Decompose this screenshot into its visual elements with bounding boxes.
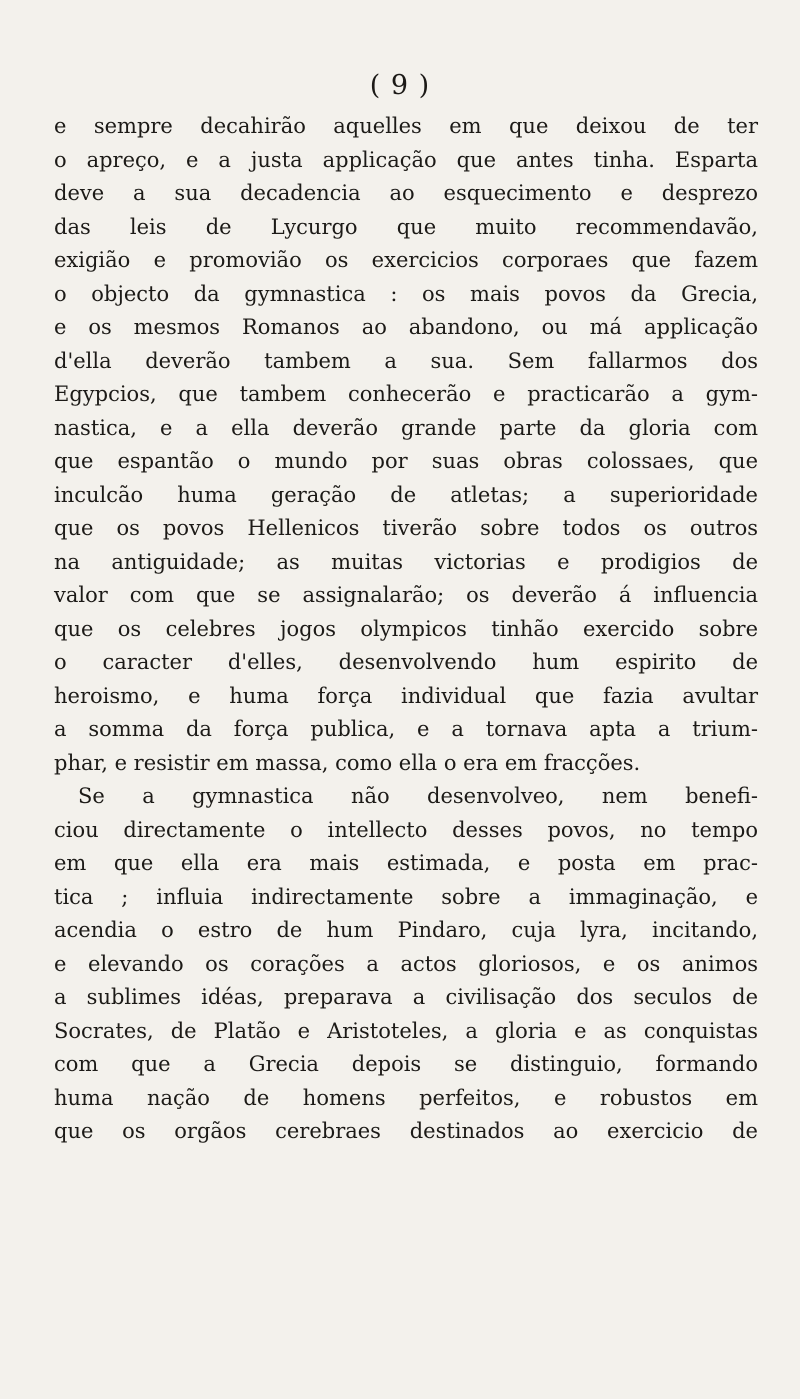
text-line: Socrates, de Platão e Aristoteles, a gloria e as conquistas [54, 1018, 758, 1043]
text-line: Se a gymnastica não desenvolveo, nem benefi- [78, 784, 758, 808]
text-line: a sublimes idéas, preparava a civilisação dos seculos de [54, 985, 758, 1009]
text-line: valor com que se assignalarão; os deverão á influencia [54, 583, 758, 607]
text-line: d'ella deverão tambem a sua. Sem fallarmos dos [54, 348, 758, 373]
text-line: em que ella era mais estimada, e posta em prac- [54, 851, 758, 875]
text-line: que os celebres jogos olympicos tinhão exercido sobre [54, 616, 758, 641]
text-line: deve a sua decadencia ao esquecimento e desprezo [54, 181, 758, 205]
text-line: acendia o estro de hum Pindaro, cuja lyra, incitando, [54, 918, 758, 942]
text-line: que os orgãos cerebraes destinados ao exercicio de [54, 1119, 758, 1143]
text-line: a somma da força publica, e a tornava apta a trium- [54, 717, 758, 741]
text-line: heroismo, e huma força individual que fazia avultar [54, 683, 758, 708]
body-text [54, 110, 758, 1149]
text-line: com que a Grecia depois se distinguio, formando [54, 1052, 758, 1076]
text-line: que espantão o mundo por suas obras colossaes, que [54, 449, 758, 473]
text-line: o objecto da gymnastica : os mais povos da Grecia, [54, 281, 758, 306]
text-line: exigião e promovião os exercicios corporaes que fazem [54, 248, 758, 272]
text-line: nastica, e a ella deverão grande parte da gloria com [54, 415, 758, 440]
text-line: na antiguidade; as muitas victorias e prodigios de [54, 549, 758, 574]
text-line: e sempre decahirão aquelles em que deixou de ter [54, 114, 758, 138]
text-line: tica ; influia indirectamente sobre a immaginação, e [54, 884, 758, 909]
text-line: ciou directamente o intellecto desses povos, no tempo [54, 817, 758, 842]
text-line: das leis de Lycurgo que muito recommendavão, [54, 214, 758, 239]
text-line: e os mesmos Romanos ao abandono, ou má applicação [54, 315, 758, 339]
text-line: o caracter d'elles, desenvolvendo hum espirito de [54, 650, 758, 674]
text-line: huma nação de homens perfeitos, e robustos em [54, 1085, 758, 1110]
page-number: ( 9 ) [369, 70, 431, 101]
text-line: e elevando os corações a actos gloriosos, e os animos [54, 951, 758, 976]
text-line: o apreço, e a justa applicação que antes tinha. Esparta [54, 147, 758, 172]
text-line: phar, e resistir em massa, como ella o era em fracções. [54, 750, 641, 775]
text-line: inculcão huma geração de atletas; a superioridade [54, 482, 758, 507]
text-line: Egypcios, que tambem conhecerão e practicarão a gym- [54, 382, 758, 406]
text-line: que os povos Hellenicos tiverão sobre todos os outros [54, 516, 758, 540]
